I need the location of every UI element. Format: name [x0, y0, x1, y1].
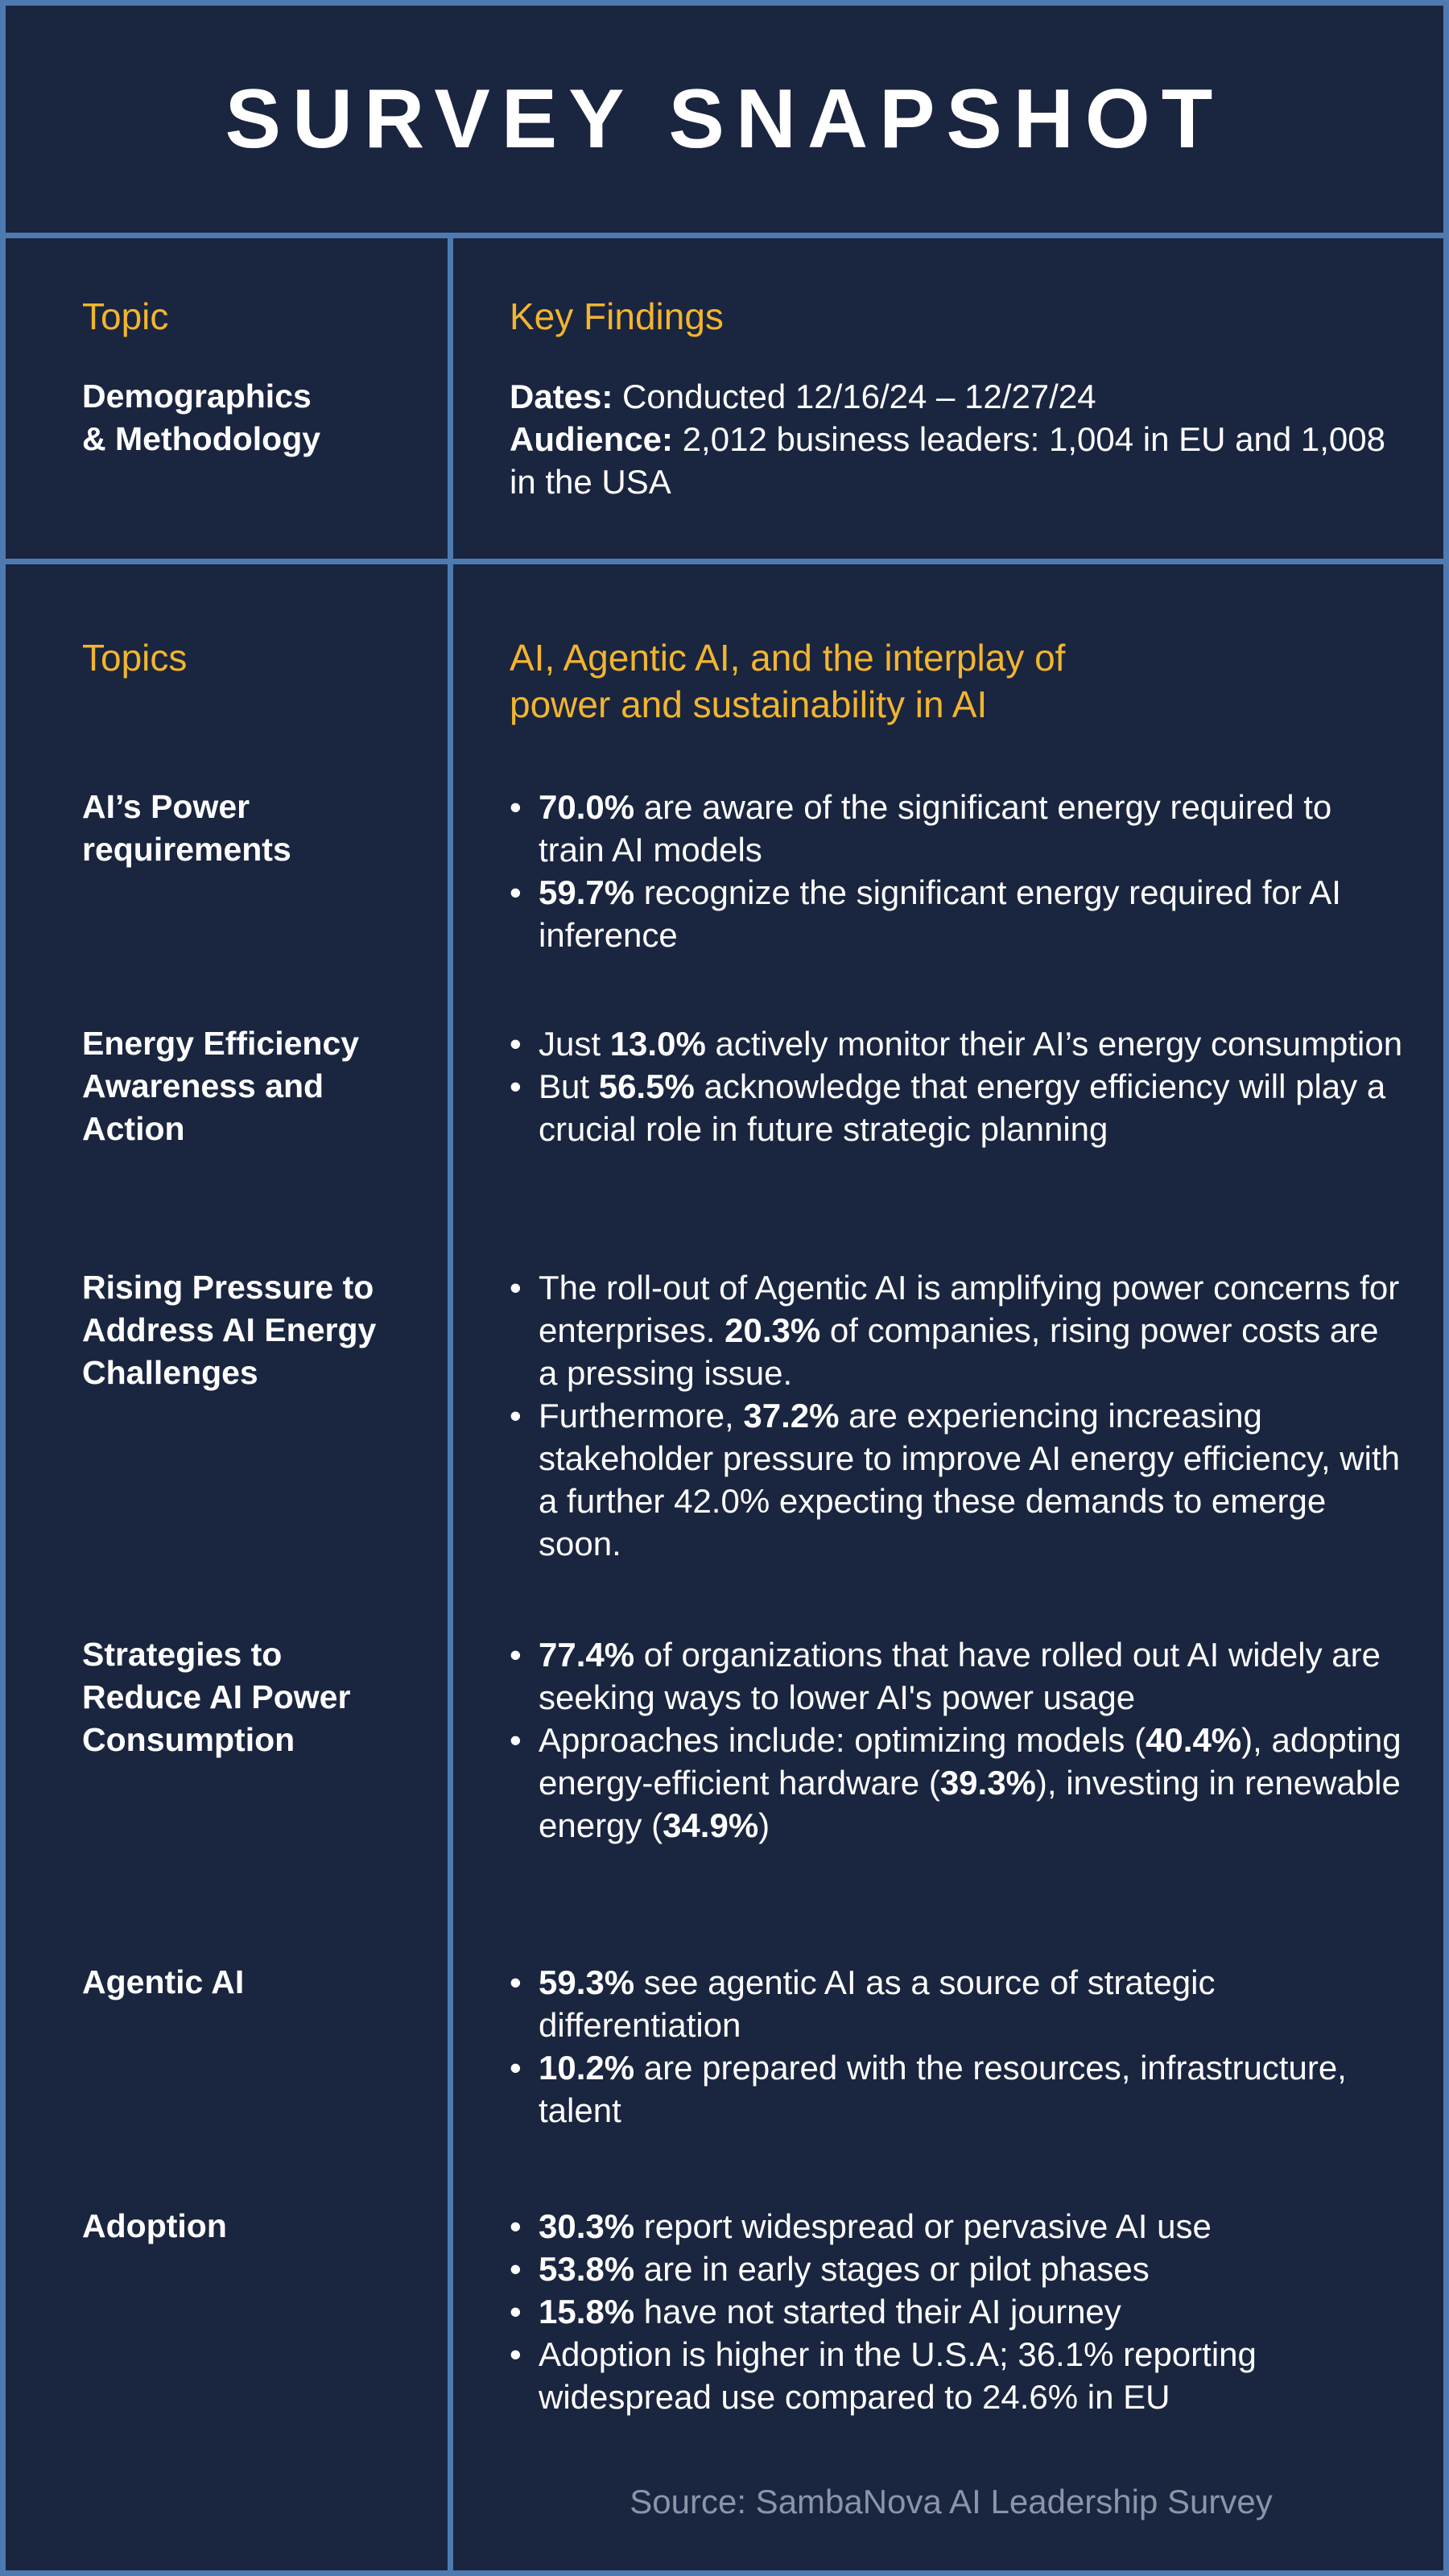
finding-text: of organizations that have rolled out AI widely are seeking ways to lower AI's power usage: [539, 1636, 1381, 1716]
column-divider: [448, 233, 453, 2576]
divider-title: [0, 233, 1449, 238]
topic-agentic-ai: Agentic AI: [82, 1963, 245, 2000]
finding-bullet: [510, 2205, 1403, 2248]
topic-adoption: Adoption: [82, 2207, 227, 2244]
topic-rising-pressure: Rising Pressure to Address AI Energy Challenges: [82, 1269, 377, 1391]
finding-prefix: But: [539, 1067, 599, 1105]
finding-bullet: [510, 1719, 1403, 1847]
topic-power-requirements: AI’s Power requirements: [82, 788, 291, 868]
finding-stat: 20.3%: [724, 1311, 821, 1349]
approaches-text: Approaches include: optimizing models (: [539, 1721, 1146, 1759]
approaches-text: ), investing in renewable energy (: [539, 1764, 1401, 1844]
page-title: SURVEY SNAPSHOT: [225, 72, 1224, 166]
finding-text: see agentic AI as a source of strategic differentiation: [539, 1963, 1216, 2044]
finding-bullet: [510, 1022, 1403, 1065]
finding-bullet: [510, 1065, 1403, 1150]
finding-bullet: [510, 871, 1403, 956]
finding-stat: 53.8%: [539, 2250, 635, 2288]
audience-line: [510, 418, 1403, 503]
finding-prefix: The roll-out of Agentic AI is amplifying power concerns for enterprises.: [539, 1269, 1400, 1349]
topics-subtitle: AI, Agentic AI, and the interplay of power and sustainability in AI: [510, 637, 1066, 725]
finding-bullet: [510, 2046, 1403, 2132]
findings-energy-efficiency: [510, 1022, 1403, 1150]
divider-demographics: [0, 559, 1449, 564]
findings-power-requirements: [510, 786, 1403, 956]
audience-label: Audience:: [510, 420, 674, 458]
approach-stat-renewable: 34.9%: [663, 1806, 759, 1844]
findings-adoption: [510, 2205, 1403, 2418]
finding-text: acknowledge that energy efficiency will play a crucial role in future strategic planning: [539, 1067, 1386, 1148]
finding-bullet: [510, 786, 1403, 871]
finding-stat: 10.2%: [539, 2049, 635, 2087]
finding-text: are prepared with the resources, infrastructure, talent: [539, 2049, 1347, 2129]
finding-stat: 30.3%: [539, 2207, 635, 2245]
header-key-findings: Key Findings: [510, 295, 724, 337]
findings-rising-pressure: [510, 1266, 1403, 1565]
source-note: Source: SambaNova AI Leadership Survey: [630, 2483, 1273, 2520]
finding-stat: 77.4%: [539, 1636, 635, 1674]
findings-strategies: [510, 1633, 1403, 1847]
finding-bullet: [510, 1633, 1403, 1719]
finding-stat: 59.3%: [539, 1963, 635, 2001]
finding-stat: 56.5%: [598, 1067, 695, 1105]
finding-text: actively monitor their AI’s energy consumption: [705, 1025, 1403, 1063]
finding-text: have not started their AI journey: [634, 2293, 1121, 2330]
demographics-text: [510, 375, 1403, 503]
approach-stat-hardware: 39.3%: [939, 1764, 1036, 1802]
approaches-text: ), adopting energy-efficient hardware (: [539, 1721, 1402, 1802]
demographics-label: Demographics & Methodology: [82, 378, 321, 457]
finding-bullet: [510, 1394, 1403, 1565]
finding-bullet: [510, 2290, 1403, 2333]
audience-value: 2,012 business leaders: 1,004 in EU and 1,008 in the USA: [510, 420, 1385, 501]
finding-text: are experiencing increasing stakeholder pressure to improve AI energy efficiency, with a further 42.0% expecting these demands to emerge soon.: [539, 1397, 1400, 1563]
finding-stat: 59.7%: [539, 873, 635, 911]
approach-stat-models: 40.4%: [1146, 1721, 1242, 1759]
finding-stat: 70.0%: [539, 788, 635, 826]
finding-bullet: [510, 2333, 1403, 2418]
finding-stat: 15.8%: [539, 2293, 635, 2330]
topics-header: Topics: [82, 637, 188, 679]
finding-prefix: Furthermore,: [539, 1397, 744, 1435]
finding-text: recognize the significant energy required for AI inference: [539, 873, 1341, 954]
finding-text: are aware of the significant energy required to train AI models: [539, 788, 1332, 869]
findings-agentic-ai: [510, 1961, 1403, 2132]
topic-energy-efficiency: Energy Efficiency Awareness and Action: [82, 1025, 360, 1147]
finding-text: of companies, rising power costs are a pressing issue.: [539, 1311, 1379, 1392]
finding-text: are in early stages or pilot phases: [634, 2250, 1150, 2288]
finding-text: report widespread or pervasive AI use: [634, 2207, 1212, 2245]
finding-bullet: [510, 1266, 1403, 1394]
finding-text: Adoption is higher in the U.S.A; 36.1% reporting widespread use compared to 24.6% in EU: [539, 2335, 1257, 2416]
header-topic: Topic: [82, 295, 169, 337]
finding-stat: 37.2%: [743, 1397, 840, 1435]
finding-prefix: Just: [539, 1025, 610, 1063]
finding-stat: 13.0%: [609, 1025, 706, 1063]
dates-value: Conducted 12/16/24 – 12/27/24: [613, 378, 1096, 415]
dates-line: [510, 375, 1403, 418]
approaches-text: ): [758, 1806, 770, 1844]
finding-bullet: [510, 2248, 1403, 2290]
topic-strategies: Strategies to Reduce AI Power Consumption: [82, 1636, 351, 1758]
dates-label: Dates:: [510, 378, 613, 415]
finding-bullet: [510, 1961, 1403, 2046]
